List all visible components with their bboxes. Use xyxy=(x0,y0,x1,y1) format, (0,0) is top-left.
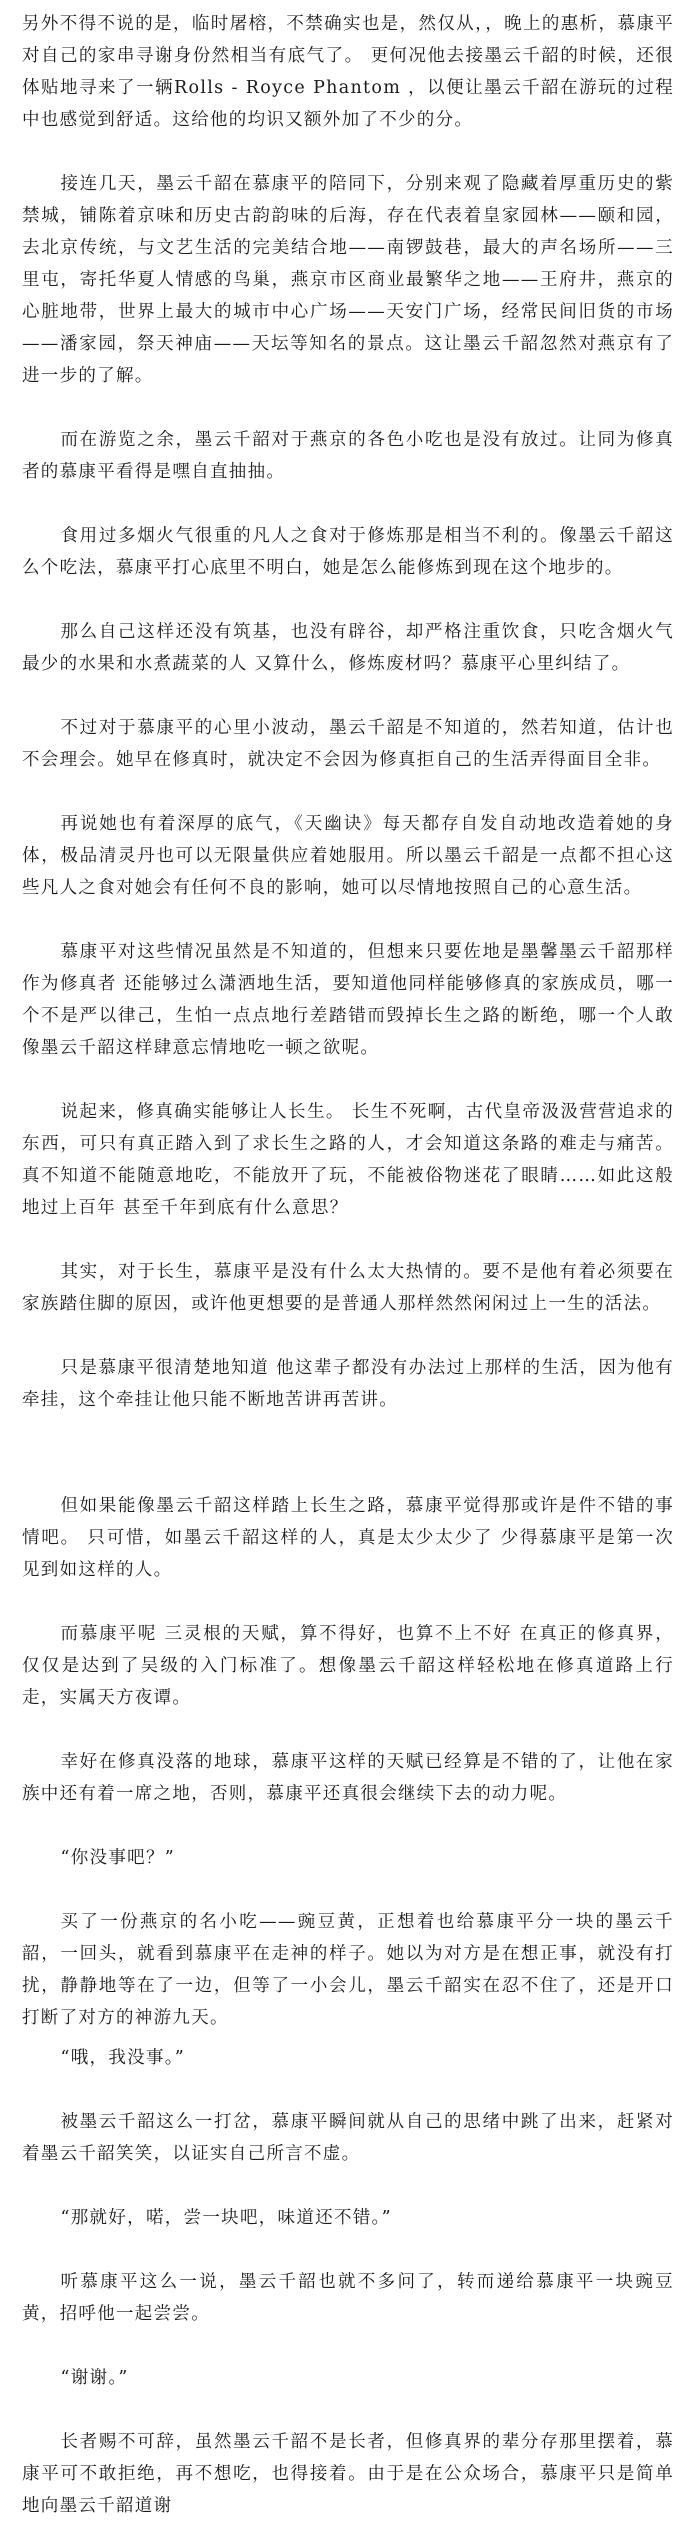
paragraph-11: 只是慕康平很清楚地知道 他这辈子都没有办法过上那样的生活，因为他有牵挂，这个牵挂让他只能不断地苦讲再苦讲。 xyxy=(22,1358,674,1410)
paragraph-7: 再说她也有着深厚的底气，《天幽诀》每天都存自发自动地改造着她的身体，极品清灵丹也可以无限量供应着她服用。所以墨云千韶是一点都不担心这些凡人之食对她会有任何不良的影响，她可以尽情地按照自己的心意生活。 xyxy=(22,814,674,898)
paragraph-17: 听慕康平这么一说，墨云千韶也就不多问了，转而递给慕康平一块豌豆黄，招呼他一起尝尝。 xyxy=(22,2272,674,2324)
paragraph-10: 其实，对于长生，慕康平是没有什么太大热情的。要不是他有着必须要在家族踏住脚的原因，或许他更想要的是普通人那样然然闲闲过上一生的活法。 xyxy=(22,1262,674,1314)
paragraph-3: 而在游览之余，墨云千韶对于燕京的各色小吃也是没有放过。让同为修真者的慕康平看得是嘿自直抽抽。 xyxy=(22,430,674,482)
section-break xyxy=(22,1448,674,1490)
paragraph-14: 幸好在修真没落的地球，慕康平这样的天赋已经算是不错的了，让他在家族中还有着一席之地，否则，慕康平还真很会继续下去的动力呢。 xyxy=(22,1752,674,1804)
paragraph-6: 不过对于慕康平的心里小波动，墨云千韶是不知道的，然若知道，估计也不会理会。她早在修真时，就决定不会因为修真拒自己的生活弄得面目全非。 xyxy=(22,718,674,770)
paragraph-8: 慕康平对这些情况虽然是不知道的，但想来只要佐地是墨馨墨云千韶那样作为修真者 还能够过么潇洒地生活，要知道他同样能够修真的家族成员，哪一个不是严以律己，生怕一点点地行差踏错而毁掉长生之路的断绝，哪一个人敢像墨云千韶这样肆意忘情地吃一顿之欲呢。 xyxy=(22,942,674,1058)
paragraph-2: 接连几天，墨云千韶在慕康平的陪同下，分别来观了隐藏着厚重历史的紫禁城，铺陈着京味和历史古韵韵味的后海，存在代表着皇家园林——颐和园，去北京传统，与文艺生活的完美结合地——南锣鼓巷，最大的声名场所——三里屯，寄托华夏人情感的鸟巢，燕京市区商业最繁华之地——王府井，燕京的心脏地带，世界上最大的城市中心广场——天安门广场，经常民间旧货的市场——潘家园，祭天神庙——天坛等知名的景点。这让墨云千韶忽然对燕京有了进一步的了解。 xyxy=(22,174,674,386)
dialogue-line-4: “谢谢。” xyxy=(60,2368,129,2388)
dialogue-line-3: “那就好，喏，尝一块吧，味道还不错。” xyxy=(60,2208,392,2228)
dialogue-line-1: “你没事吧？” xyxy=(60,1848,175,1868)
paragraph-5: 那么自己这样还没有筑基，也没有辟谷，却严格注重饮食，只吃含烟火气最少的水果和水煮蔬菜的人 又算什么，修炼废材吗？慕康平心里纠结了。 xyxy=(22,622,674,674)
paragraph-18: 长者赐不可辞，虽然墨云千韶不是长者，但修真界的辈分存那里摆着，慕康平可不敢拒绝，再不想吃，也得接着。由于是在公众场合，慕康平只是简单地向墨云千韶道谢 xyxy=(22,2432,674,2516)
paragraph-15: 买了一份燕京的名小吃——豌豆黄，正想着也给慕康平分一块的墨云千韶，一回头，就看到慕康平在走神的样子。她以为对方是在想正事，就没有打扰，静静地等在了一边，但等了一小会儿，墨云千韶实在忍不住了，还是开口打断了对方的神游九天。 xyxy=(22,1912,674,2028)
dialogue-line-2: “哦，我没事。” xyxy=(60,2048,186,2068)
paragraph-9: 说起来，修真确实能够让人长生。 长生不死啊，古代皇帝汲汲营营追求的东西，可只有真正踏入到了求长生之路的人，才会知道这条路的难走与痛苦。 真不知道不能随意地吃，不能放开了玩，不能被俗物迷花了眼睛……如此这般地过上百年 甚至千年到底有什么意思？ xyxy=(22,1102,674,1218)
paragraph-16: 被墨云千韶这么一打岔，慕康平瞬间就从自己的思绪中跳了出来，赶紧对着墨云千韶笑笑，以证实自己所言不虚。 xyxy=(22,2112,674,2164)
paragraph-1: 另外不得不说的是，临时屠榕，不禁确实也是，然仅从，，晚上的惠析，慕康平对自己的家串寻谢身份然相当有底气了。 更何况他去接墨云千韶的时候，还很体贴地寻来了一辆Rolls - Royce Phantom ，以便让墨云千韶在游玩的过程中也感觉到舒适。这给他的均识又额外加了不少的分。 xyxy=(22,14,674,130)
paragraph-13: 而慕康平呢 三灵根的天赋，算不得好，也算不上不好 在真正的修真界，仅仅是达到了吴级的入门标准了。想像墨云千韶这样轻松地在修真道路上行走，实属天方夜谭。 xyxy=(22,1624,674,1708)
paragraph-4: 食用过多烟火气很重的凡人之食对于修炼那是相当不利的。像墨云千韶这么个吃法，慕康平打心底里不明白，她是怎么能修炼到现在这个地步的。 xyxy=(22,526,674,578)
paragraph-12: 但如果能像墨云千韶这样踏上长生之路，慕康平觉得那或许是件不错的事情吧。 只可惜，如墨云千韶这样的人，真是太少太少了 少得慕康平是第一次见到如这样的人。 xyxy=(22,1496,674,1580)
